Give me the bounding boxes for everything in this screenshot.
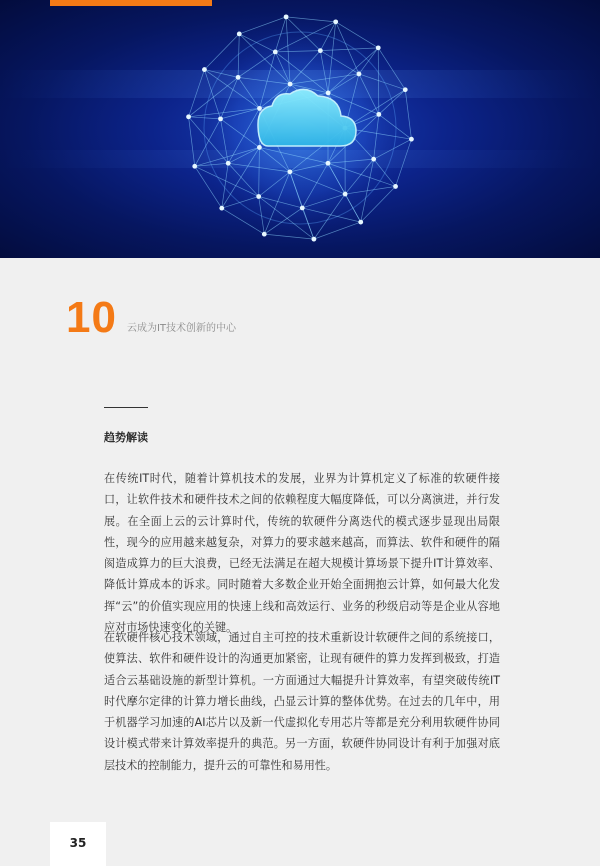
network-node [257, 145, 262, 150]
network-node [257, 106, 262, 111]
network-node [376, 112, 381, 117]
network-node [256, 194, 261, 199]
network-node [218, 116, 223, 121]
chapter-header [66, 293, 237, 342]
network-node [226, 161, 231, 166]
network-node [288, 82, 293, 87]
page-number: 35 [69, 836, 87, 850]
network-node [326, 90, 331, 95]
network-node [357, 72, 362, 77]
network-node [284, 14, 289, 19]
body-paragraph-2: 在软硬件核心技术领域，通过自主可控的技术重新设计软硬件之间的系统接口，使算法、软件和硬件设计的沟通更加紧密，让现有硬件的算力发挥到极致，打造适合云基础设施的新型计算机。一方面通过大幅提升计算效率，有望突破传统IT时代摩尔定律的计算力增长曲线，凸显云计算的整体优势。在过去的几年中，用于机器学习加速的AI芯片以及新一代虚拟化专用芯片等都是充分利用软硬件协同设计模式带来计算效率提升的典范。另一方面，软硬件协同设计有利于加强对底层技术的控制能力，提升云的可靠性和易用性。 [104, 631, 500, 772]
network-node [192, 164, 197, 169]
network-node [371, 157, 376, 162]
chapter-number: 10 [66, 293, 117, 342]
network-node [287, 169, 292, 174]
section-heading: 趋势解读 [104, 431, 148, 444]
page-number-box [50, 822, 106, 866]
network-node [262, 232, 267, 237]
network-node [202, 67, 207, 72]
network-node [237, 32, 242, 37]
body-paragraph-1: 在传统IT时代，随着计算机技术的发展，业界为计算机定义了标准的软硬件接口，让软件技术和硬件技术之间的依赖程度大幅度降低，可以分离演进，并行发展。在全面上云的云计算时代，传统的软硬件分离迭代的模式逐步显现出局限性，现今的应用越来越复杂，对算力的要求越来越高，而算法、软件和硬件的隔阂造成算力的巨大浪费，已经无法满足在超大规模计算场景下提升IT计算效率、降低计算成本的诉求。同时随着大多数企业开始全面拥抱云计算，如何最大化发挥“云”的价值实现应用的快速上线和高效运行、业务的秒级启动等是企业从容地应对市场快速变化的关键。 [104, 472, 500, 635]
network-node [333, 19, 338, 24]
network-node [343, 192, 348, 197]
network-node [326, 161, 331, 166]
network-node [273, 50, 278, 55]
section-divider [104, 407, 148, 408]
network-node [318, 48, 323, 53]
chapter-title: 云成为IT技术创新的中心 [126, 323, 237, 334]
network-node [393, 184, 398, 189]
network-node [311, 237, 316, 242]
top-accent-bar [50, 0, 212, 6]
network-node [219, 206, 224, 211]
network-node [300, 206, 305, 211]
cloud-network-illustration [0, 0, 600, 258]
network-node [376, 45, 381, 50]
network-node [358, 220, 363, 225]
network-node [409, 137, 414, 142]
network-node [236, 75, 241, 80]
network-node [186, 114, 191, 119]
hero-banner [0, 0, 600, 258]
network-node [403, 87, 408, 92]
